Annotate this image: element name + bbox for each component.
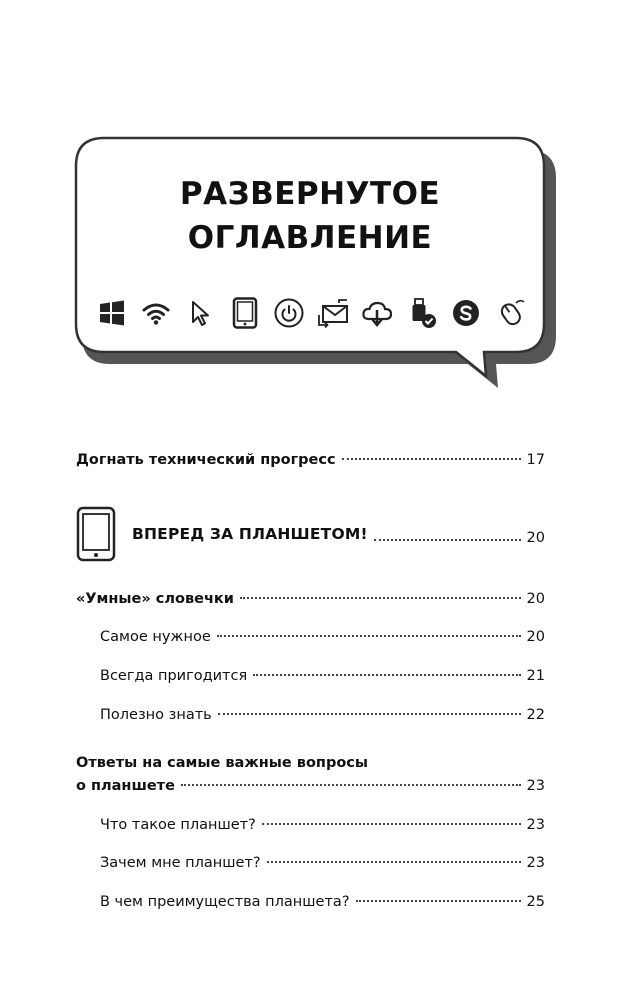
toc-leader-dots bbox=[356, 900, 521, 902]
toc-leader-dots bbox=[262, 823, 521, 825]
cursor-arrow-icon bbox=[184, 297, 216, 329]
toc-subsection-title: Всегда пригодится bbox=[100, 668, 248, 684]
toc-section-title-line2: о планшете bbox=[76, 778, 175, 794]
toc-page-number: 21 bbox=[526, 668, 545, 684]
toc-leader-dots bbox=[217, 635, 521, 637]
toc-page-number: 25 bbox=[526, 894, 545, 910]
windows-logo-icon bbox=[96, 297, 128, 329]
toc-page-number: 20 bbox=[526, 530, 545, 546]
toc-page-number: 20 bbox=[526, 591, 545, 607]
toc-section-title-line1[interactable]: Ответы на самые важные вопросы bbox=[76, 755, 368, 771]
mouse-icon bbox=[494, 297, 526, 329]
toc-subsection-title: Самое нужное bbox=[100, 629, 211, 645]
wifi-icon bbox=[140, 297, 172, 329]
toc-subsection-title: Что такое планшет? bbox=[100, 817, 256, 833]
toc-subsection-title: В чем преимущества планшета? bbox=[100, 894, 350, 910]
toc-subsection[interactable] bbox=[100, 892, 545, 912]
toc-leader-dots bbox=[181, 784, 521, 786]
toc-subsection-title: Зачем мне планшет? bbox=[100, 855, 261, 871]
page-title-line1: РАЗВЕРНУТОЕ bbox=[179, 176, 441, 212]
toc-subsection[interactable] bbox=[100, 815, 545, 835]
page-title-line2: ОГЛАВЛЕНИЕ bbox=[187, 220, 433, 256]
icon-row bbox=[96, 295, 526, 331]
toc-chapter-title: ВПЕРЕД ЗА ПЛАНШЕТОМ! bbox=[132, 525, 368, 543]
usb-check-icon bbox=[406, 297, 438, 329]
toc-page-number: 23 bbox=[526, 778, 545, 794]
toc-leader-dots bbox=[374, 539, 521, 541]
toc-section-title: «Умные» словечки bbox=[76, 591, 234, 607]
power-icon bbox=[273, 297, 305, 329]
tablet-icon bbox=[229, 297, 261, 329]
toc-leader-dots bbox=[342, 458, 521, 460]
toc-leader-dots bbox=[267, 861, 521, 863]
toc-entry-title: Догнать технический прогресс bbox=[76, 452, 336, 468]
toc-page-number: 22 bbox=[526, 707, 545, 723]
toc-subsection-title: Полезно знать bbox=[100, 707, 212, 723]
toc-subsection[interactable] bbox=[100, 705, 545, 725]
toc-page-number: 17 bbox=[526, 452, 545, 468]
toc-entry-intro[interactable] bbox=[76, 450, 545, 470]
page-title bbox=[78, 172, 542, 260]
tablet-icon bbox=[76, 506, 116, 562]
skype-icon bbox=[450, 297, 482, 329]
toc-subsection[interactable] bbox=[100, 666, 545, 686]
toc-page-number: 23 bbox=[526, 817, 545, 833]
toc-section[interactable] bbox=[76, 589, 545, 609]
mail-sync-icon bbox=[317, 297, 349, 329]
toc-subsection[interactable] bbox=[100, 627, 545, 647]
toc-page-number: 23 bbox=[526, 855, 545, 871]
toc-subsection[interactable] bbox=[100, 853, 545, 873]
toc-page-number: 20 bbox=[526, 629, 545, 645]
toc-chapter[interactable] bbox=[76, 504, 545, 564]
toc-leader-dots bbox=[240, 597, 521, 599]
toc-leader-dots bbox=[253, 674, 520, 676]
toc-section[interactable] bbox=[76, 776, 545, 796]
toc-leader-dots bbox=[218, 713, 521, 715]
cloud-download-icon bbox=[361, 297, 393, 329]
